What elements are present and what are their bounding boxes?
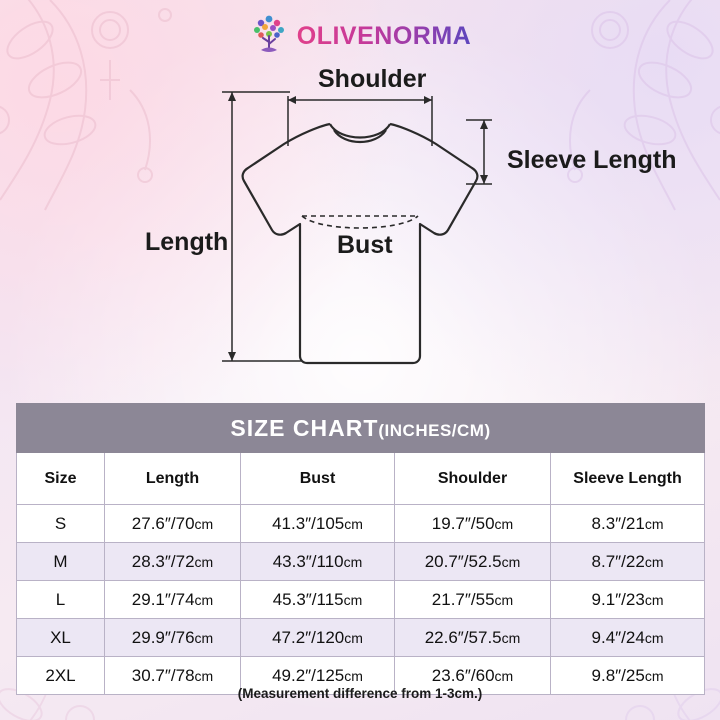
table-row [17,619,705,657]
cell-length [105,619,241,657]
cell-size: 2XL [17,657,105,695]
cell-length-value: 28.3″/72 [131,551,195,571]
cell-shoulder-unit: cm [501,629,521,646]
cell-bust-value: 45.3″/115 [272,589,344,609]
cell-length-unit: cm [194,629,214,646]
cell-sleeve [551,581,705,619]
cell-size: L [17,581,105,619]
brand-name: OLIVENORMA [296,21,472,50]
cell-sleeve [551,619,705,657]
table-row [17,543,705,581]
cell-size: S [17,505,105,543]
cell-length-unit: cm [194,515,214,532]
cell-sleeve-unit: cm [644,515,664,532]
table-row [17,581,705,619]
cell-shoulder [395,543,551,581]
cell-bust-unit: cm [344,515,363,532]
cell-shoulder-unit: cm [494,591,514,608]
cell-bust-unit: cm [344,629,363,646]
cell-bust [241,581,395,619]
cell-length-value: 29.1″/74 [131,589,195,609]
column-header-size: Size [17,453,105,505]
cell-sleeve-value: 8.7″/22 [591,551,645,571]
column-header-sleeve-length: Sleeve Length [551,453,705,505]
cell-sleeve-unit: cm [644,591,664,608]
cell-shoulder [395,581,551,619]
column-header-length: Length [105,453,241,505]
cell-sleeve-value: 9.1″/23 [591,589,645,609]
cell-length-unit: cm [194,591,214,608]
cell-bust [241,505,395,543]
cell-shoulder-value: 19.7″/50 [431,513,495,533]
cell-length [105,581,241,619]
cell-sleeve [551,543,705,581]
cell-bust-value: 47.2″/120 [272,627,345,647]
cell-shoulder-unit: cm [494,667,514,684]
cell-bust [241,619,395,657]
tree-of-life-icon [249,14,289,58]
garment-diagram [0,56,720,396]
cell-sleeve-value: 9.8″/25 [591,665,645,685]
cell-length-value: 30.7″/78 [131,665,195,685]
cell-size: M [17,543,105,581]
size-chart-table [16,403,705,695]
cell-shoulder-value: 22.6″/57.5 [424,627,502,647]
label-shoulder: Shoulder [318,65,427,93]
size-chart-title-units: (INCHES/CM) [378,420,491,440]
cell-shoulder [395,619,551,657]
cell-sleeve [551,505,705,543]
cell-shoulder-value: 21.7″/55 [431,589,495,609]
size-chart-title [17,404,705,453]
cell-bust-unit: cm [343,591,363,608]
cell-length-value: 29.9″/76 [131,627,195,647]
cell-shoulder-unit: cm [494,515,514,532]
cell-bust-value: 43.3″/110 [272,551,344,571]
cell-length-unit: cm [194,553,214,570]
cell-shoulder-value: 23.6″/60 [431,665,495,685]
label-sleeve-length: Sleeve Length [507,146,677,174]
table-row [17,505,705,543]
cell-sleeve-unit: cm [644,667,664,684]
size-chart-table-wrap [16,403,704,695]
cell-bust-unit: cm [344,667,363,684]
cell-length-value: 27.6″/70 [131,513,195,533]
size-chart-title-text: SIZE CHART [230,414,379,441]
cell-sleeve-value: 9.4″/24 [591,627,645,647]
cell-shoulder-value: 20.7″/52.5 [424,551,502,571]
cell-size: XL [17,619,105,657]
column-header-bust: Bust [241,453,395,505]
cell-shoulder [395,505,551,543]
label-bust: Bust [337,231,393,259]
cell-bust-value: 49.2″/125 [272,665,345,685]
cell-bust-value: 41.3″/105 [272,513,345,533]
column-header-shoulder: Shoulder [395,453,551,505]
tshirt-measurement-drawing [0,56,720,396]
cell-bust-unit: cm [343,553,363,570]
brand-header [0,14,720,58]
cell-shoulder-unit: cm [501,553,521,570]
cell-length-unit: cm [194,667,214,684]
label-length: Length [145,228,229,256]
cell-sleeve-unit: cm [644,553,664,570]
cell-length [105,505,241,543]
cell-length [105,543,241,581]
cell-sleeve-unit: cm [644,629,664,646]
cell-bust [241,543,395,581]
measurement-note: (Measurement difference from 1-3cm.) [237,686,483,701]
cell-sleeve-value: 8.3″/21 [591,513,645,533]
